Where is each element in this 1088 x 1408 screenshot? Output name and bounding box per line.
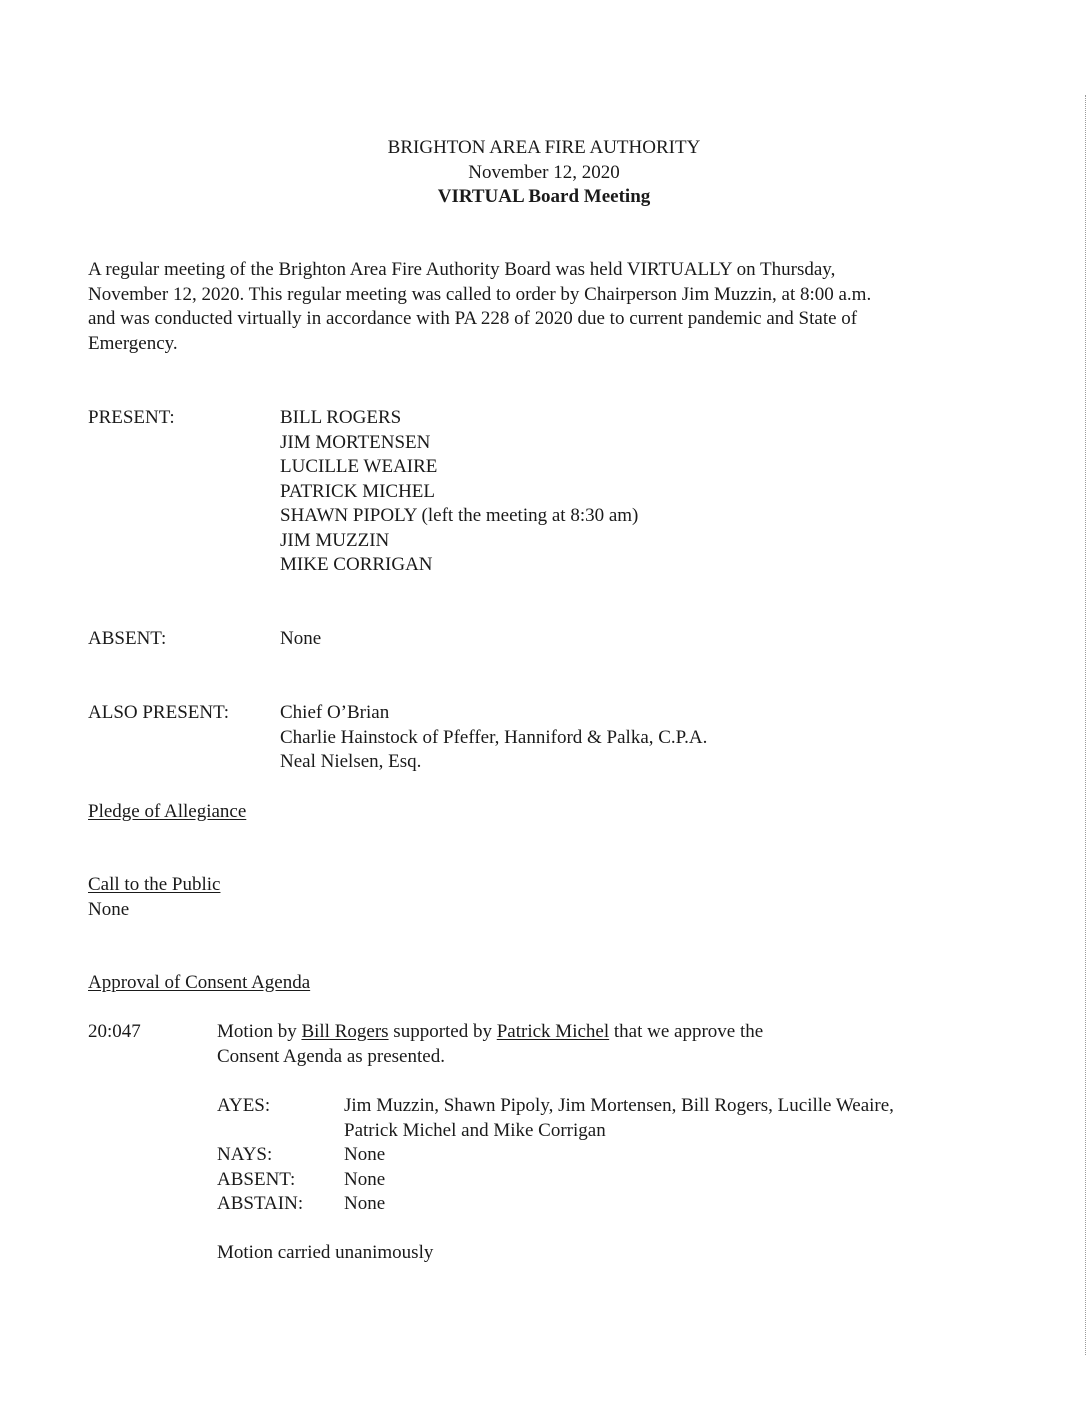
motion-suffix: that we approve the [609, 1021, 764, 1042]
absent-vote-label: ABSENT: [217, 1168, 296, 1190]
motion-number: 20:047 [88, 1021, 141, 1042]
intro-line: November 12, 2020. This regular meeting was called to order by Chairperson Jim Muzzin, at 8:00 a.m. [88, 283, 872, 305]
consent-agenda-heading: Approval of Consent Agenda [88, 972, 311, 993]
ayes-label: AYES: [217, 1095, 271, 1116]
ayes-label-spacer [217, 1119, 303, 1144]
present-member: PATRICK MICHEL [280, 480, 436, 502]
also-present-person: Neal Nielsen, Esq. [280, 751, 422, 772]
present-list [280, 406, 638, 578]
absent-label: ABSENT: [88, 628, 167, 649]
pledge-heading: Pledge of Allegiance [88, 801, 247, 822]
nays-label: NAYS: [217, 1144, 273, 1165]
ayes-value: Patrick Michel and Mike Corrigan [344, 1119, 606, 1141]
motion-line: Consent Agenda as presented. [217, 1045, 445, 1067]
vote-values [344, 1094, 894, 1217]
abstain-label: ABSTAIN: [217, 1193, 304, 1214]
present-member: SHAWN PIPOLY (left the meeting at 8:30 am) [280, 505, 639, 526]
meeting-type: VIRTUAL Board Meeting [437, 186, 651, 207]
absent-value: None [280, 628, 322, 649]
present-member: MIKE CORRIGAN [280, 554, 433, 575]
ayes-value: Jim Muzzin, Shawn Pipoly, Jim Mortensen, Bill Rogers, Lucille Weaire, [344, 1095, 894, 1116]
motion-prefix: Motion by [217, 1021, 302, 1042]
intro-line: and was conducted virtually in accordance with PA 228 of 2020 due to current pandemic and State of [88, 308, 858, 329]
motion-result: Motion carried unanimously [217, 1242, 434, 1263]
abstain-value: None [344, 1193, 386, 1214]
present-member: JIM MORTENSEN [280, 431, 431, 453]
meeting-date: November 12, 2020 [468, 162, 620, 183]
motion-supporter: Patrick Michel [496, 1021, 610, 1042]
also-present-list [280, 701, 707, 775]
present-member: BILL ROGERS [280, 407, 402, 428]
present-label: PRESENT: [88, 407, 175, 428]
also-present-person: Charlie Hainstock of Pfeffer, Hanniford & Palka, C.P.A. [280, 726, 708, 748]
vote-labels [217, 1094, 303, 1217]
present-member: JIM MUZZIN [280, 529, 390, 551]
present-member: LUCILLE WEAIRE [280, 456, 438, 477]
motion-text [217, 1020, 763, 1069]
intro-line: Emergency. [88, 332, 178, 354]
call-to-public-value: None [88, 899, 130, 920]
also-present-person: Chief O’Brian [280, 702, 390, 723]
motion-middle: supported by [388, 1021, 497, 1042]
intro-paragraph [88, 258, 988, 356]
motion-line [217, 1020, 763, 1045]
absent-vote-value: None [344, 1168, 386, 1190]
intro-line: A regular meeting of the Brighton Area Fire Authority Board was held VIRTUALLY on Thursday, [88, 259, 836, 280]
motion-mover: Bill Rogers [301, 1021, 389, 1042]
nays-value: None [344, 1144, 386, 1165]
scan-edge-artifact [1084, 95, 1086, 1355]
also-present-label: ALSO PRESENT: [88, 702, 230, 723]
organization-name: BRIGHTON AREA FIRE AUTHORITY [387, 137, 701, 158]
call-to-public-heading: Call to the Public [88, 874, 221, 895]
